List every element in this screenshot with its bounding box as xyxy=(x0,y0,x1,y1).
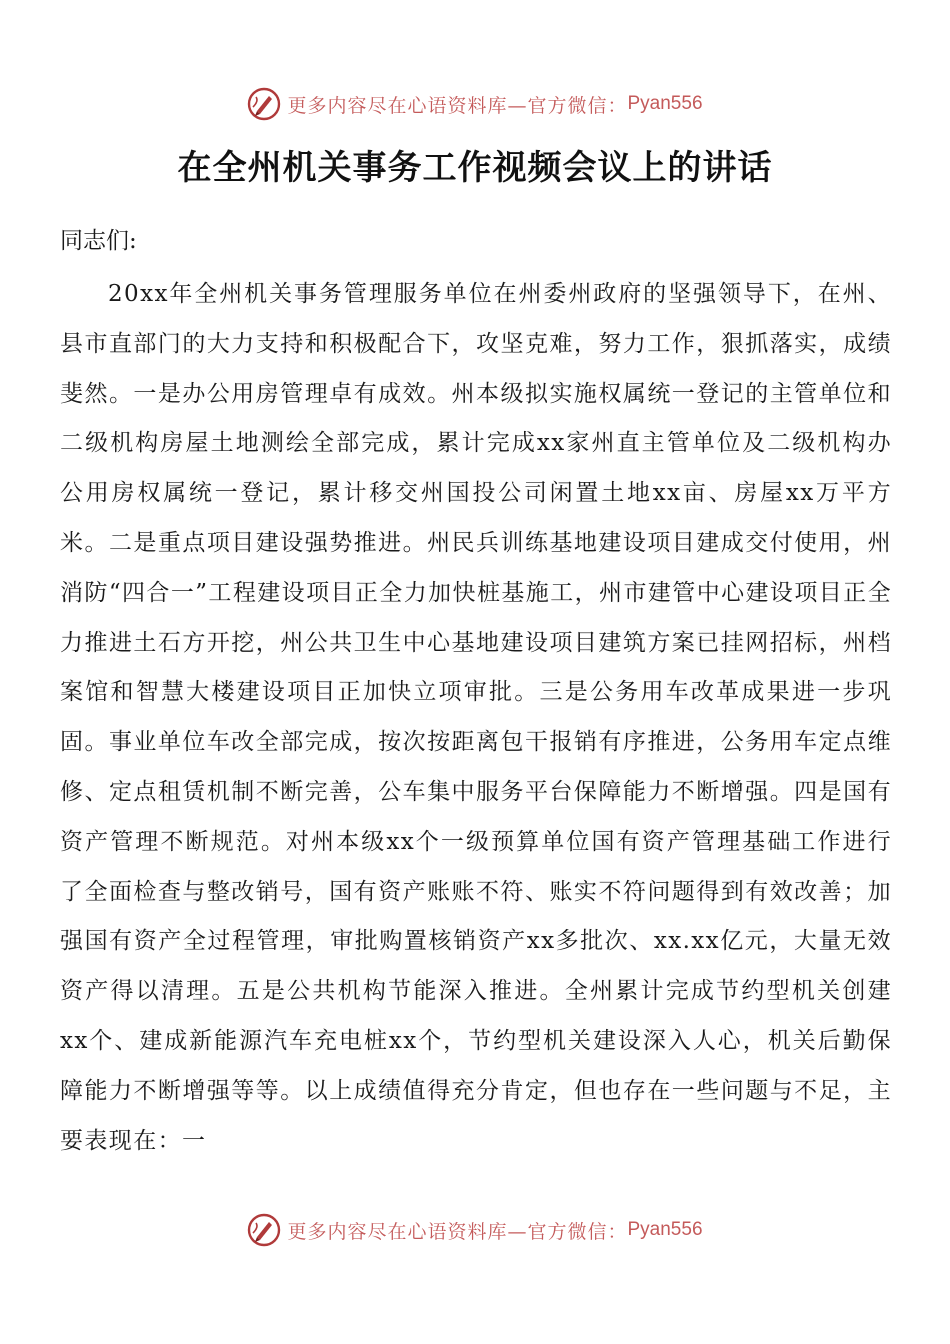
watermark-wechat-id: Pyan556 xyxy=(627,93,703,114)
pen-logo-icon xyxy=(247,1213,281,1247)
greeting: 同志们: xyxy=(60,228,137,254)
watermark-text: 更多内容尽在心语资料库—官方微信： xyxy=(287,1220,628,1243)
watermark-footer xyxy=(0,1210,950,1250)
document-title: 在全州机关事务工作视频会议上的讲话 xyxy=(177,148,773,188)
watermark-text: 更多内容尽在心语资料库—官方微信： xyxy=(287,94,628,117)
body-paragraph: 20xx年全州机关事务管理服务单位在州委州政府的坚强领导下，在州、县市直部门的大力支持和积极配合下，攻坚克难，努力工作，狠抓落实，成绩斐然。一是办公用房管理卓有成效。州本级拟实施权属统一登记的主管单位和二级机构房屋土地测绘全部完成，累计完成xx家州直主管单位及二级机构办公用房权属统一登记，累计移交州国投公司闲置土地xx亩、房屋xx万平方米。二是重点项目建设强势推进。州民兵训练基地建设项目建成交付使用，州消防“四合一”工程建设项目正全力加快桩基施工，州市建管中心建设项目正全力推进土石方开挖，州公共卫生中心基地建设项目建筑方案已挂网招标，州档案馆和智慧大楼建设项目正加快立项审批。三是公务用车改革成果进一步巩固。事业单位车改全部完成，按次按距离包干报销有序推进，公务用车定点维修、定点租赁机制不断完善，公车集中服务平台保障能力不断增强。四是国有资产管理不断规范。对州本级xx个一级预算单位国有资产管理基础工作进行了全面检查与整改销号，国有资产账账不符、账实不符问题得到有效改善；加强国有资产全过程管理，审批购置核销资产xx多批次、xx.xx亿元，大量无效资产得以清理。五是公共机构节能深入推进。全州累计完成节约型机关创建xx个、建成新能源汽车充电桩xx个，节约型机关建设深入人心，机关后勤保障能力不断增强等等。以上成绩值得充分肯定，但也存在一些问题与不足，主要表现在：一 xyxy=(60,281,892,1154)
watermark-header xyxy=(0,84,950,124)
watermark-wechat-id: Pyan556 xyxy=(627,1219,703,1240)
pen-logo-icon xyxy=(247,87,281,121)
